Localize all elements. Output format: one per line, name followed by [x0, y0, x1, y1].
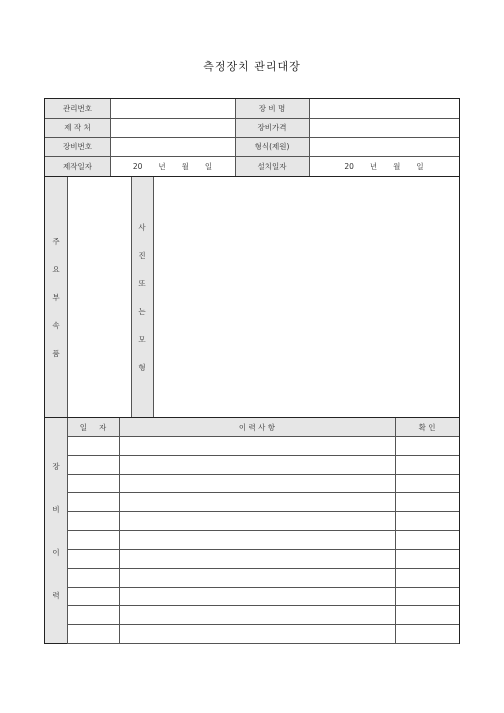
- install-month-unit: 월: [393, 161, 401, 171]
- label-install-date: 설치일자: [235, 156, 309, 176]
- main-parts-area[interactable]: [67, 177, 131, 417]
- install-year-unit: 년: [369, 161, 378, 171]
- field-mgmt-no[interactable]: [110, 99, 235, 118]
- photo-char-3: 또: [138, 278, 146, 288]
- history-row-line: [67, 587, 459, 588]
- history-col-confirm: 확 인: [395, 418, 459, 436]
- photo-char-1: 사: [138, 222, 146, 232]
- photo-char-4: 는: [138, 306, 146, 316]
- history-row-line: [67, 511, 459, 512]
- history-col-date: 일 자: [67, 418, 119, 436]
- made-year-prefix: 20: [132, 161, 143, 171]
- history-row-line: [67, 436, 459, 437]
- field-equip-no[interactable]: [110, 137, 235, 156]
- history-char-2: 비: [52, 504, 60, 514]
- label-model: 형식(제원): [235, 137, 309, 156]
- history-row-line: [67, 530, 459, 531]
- field-model[interactable]: [309, 137, 459, 156]
- main-parts-char-1: 주: [52, 236, 60, 246]
- label-equip-name: 장 비 명: [235, 99, 309, 118]
- install-day-unit: 일: [416, 161, 424, 171]
- label-equip-no: 장비번호: [45, 137, 110, 156]
- history-row-line: [67, 643, 459, 644]
- history-row-line: [67, 624, 459, 625]
- history-row-line: [67, 549, 459, 550]
- field-price[interactable]: [309, 118, 459, 137]
- photo-char-2: 진: [138, 250, 146, 260]
- label-maker: 제 작 처: [45, 118, 110, 137]
- label-made-date: 제작일자: [45, 156, 110, 176]
- label-mgmt-no: 관리번호: [45, 99, 110, 118]
- field-install-date[interactable]: [309, 156, 459, 176]
- main-parts-char-3: 부: [52, 292, 60, 302]
- history-col-detail: 이 력 사 항: [119, 418, 395, 436]
- main-parts-char-2: 요: [52, 264, 60, 274]
- label-price: 장비가격: [235, 118, 309, 137]
- history-char-3: 이: [52, 547, 60, 557]
- page-title: 측정장치 관리대장: [203, 60, 301, 73]
- history-row-line: [67, 605, 459, 606]
- history-row-line: [67, 568, 459, 569]
- made-year-unit: 년: [158, 161, 166, 171]
- field-maker[interactable]: [110, 118, 235, 137]
- photo-area[interactable]: [153, 177, 459, 417]
- history-char-1: 장: [52, 461, 60, 471]
- made-month-unit: 월: [181, 161, 189, 171]
- main-parts-label: [45, 177, 67, 417]
- main-parts-char-5: 품: [52, 348, 60, 358]
- history-row-line: [67, 492, 459, 493]
- photo-char-5: 모: [138, 334, 146, 344]
- history-label: [45, 418, 67, 643]
- field-made-date[interactable]: [110, 156, 235, 176]
- main-parts-char-4: 속: [52, 320, 60, 330]
- photo-char-6: 형: [138, 362, 146, 372]
- install-year-prefix: 20: [344, 161, 354, 171]
- photo-label: [131, 177, 153, 417]
- made-day-unit: 일: [204, 161, 213, 171]
- field-equip-name[interactable]: [309, 99, 459, 118]
- history-row-line: [67, 455, 459, 456]
- history-char-4: 력: [52, 590, 60, 600]
- history-row-line: [67, 474, 459, 475]
